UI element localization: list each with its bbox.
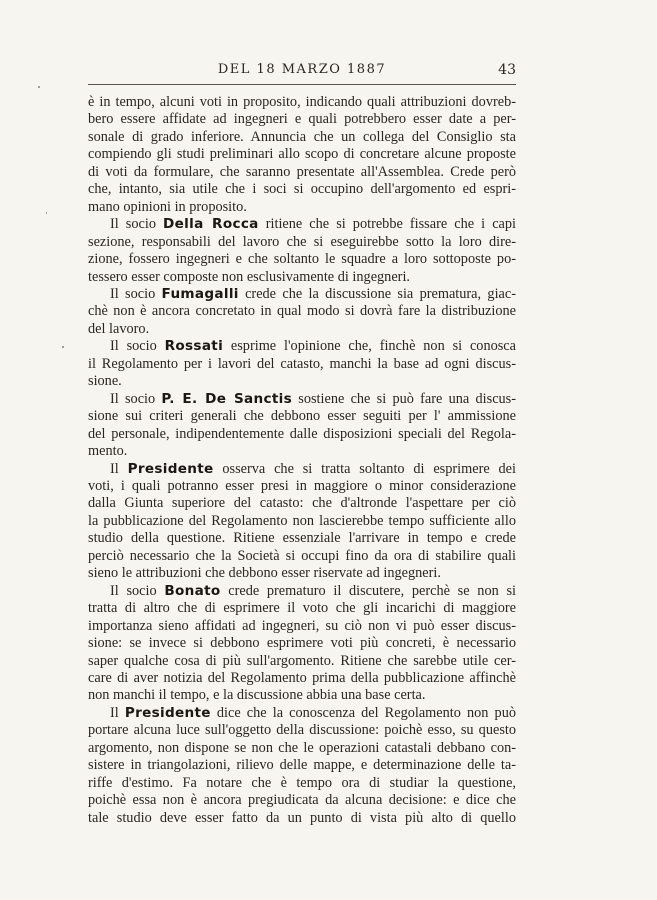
text-line: il Regolamento per i lavori del catasto, manchi la base ad ogni discus- (88, 355, 516, 372)
text-line: sione. (88, 373, 122, 390)
text-line: tratta di altro che di esprimere il voto che gli incarichi di maggiore (88, 600, 516, 617)
text-line: argomento, non dispone se non che le operazioni catastali debbano con- (88, 739, 516, 756)
speaker-name: Bonato (164, 582, 221, 599)
page-number: 43 (498, 62, 516, 78)
text-line: mento. (88, 443, 128, 460)
text-line: voti, i quali potranno esser presi in maggiore o minor considerazione (88, 477, 516, 494)
text-line: portare alcuna luce sull'oggetto della discussione: poichè esso, su questo (88, 722, 516, 739)
text-line: compiendo gli studi preliminari allo scopo di concretare alcune proposte (88, 146, 516, 163)
body-text (88, 94, 516, 827)
text-line (88, 461, 516, 478)
text-line: sezione, responsabili del lavoro che si eseguirebbe sotto la loro dire- (88, 233, 516, 250)
text-line: tale studio deve esser fatto da un punto di vista più alto di quello (88, 809, 516, 826)
running-head: DEL 18 MARZO 1887 (217, 62, 387, 77)
scan-speck (46, 212, 47, 214)
text-segment: Il (110, 460, 128, 477)
text-segment: Il socio (110, 216, 164, 233)
text-segment: Il socio (110, 338, 165, 355)
text-line: dalla Giunta superiore del catasto: che d'altronde l'aspettare per ciò (88, 495, 516, 512)
text-line: sonale di grado inferiore. Annuncia che un collega del Consiglio sta (88, 128, 516, 145)
text-segment: Il socio (110, 390, 162, 407)
text-line: che, intanto, sia utile che i soci si occupino dell'argomento ed espri- (88, 181, 516, 198)
text-line: bero essere affidate ad ingegneri e quali potrebbero esser date a per- (88, 111, 516, 128)
text-line (88, 583, 516, 600)
text-segment: dice che la conoscenza del Regolamento non può (210, 704, 516, 721)
text-line: importanza sieno affidati ad ingegneri, su ciò non vi può esser discus- (88, 617, 516, 634)
text-line (88, 286, 516, 303)
text-line: chè non è ancora concretato in qual modo si dovrà fare la distribuzione (88, 303, 516, 320)
speaker-name: Della Rocca (163, 216, 259, 233)
text-line: di voti da formulare, che saranno presentate all'Assemblea. Crede però (88, 163, 516, 180)
scan-speck (38, 86, 40, 88)
text-line: sione sui criteri generali che debbono esser seguiti per l' ammissione (88, 408, 516, 425)
text-segment: Il socio (110, 285, 162, 302)
text-line: del lavoro. (88, 320, 150, 337)
text-segment: crede prematuro il discutere, perchè se non si (220, 582, 516, 599)
speaker-name: Fumagalli (161, 285, 239, 302)
text-segment: sostiene che si può fare una discus- (292, 390, 517, 407)
text-segment: esprime l'opinione che, finchè non si conosca (223, 338, 516, 355)
text-segment: osserva che si tratta soltanto di esprimere dei (213, 460, 516, 477)
scan-speck (62, 346, 64, 348)
text-line: tessero esser composte non esclusivamente di ingegneri. (88, 268, 410, 285)
speaker-name: Presidente (127, 460, 214, 477)
page-header (88, 62, 516, 82)
text-line: riffe d'estimo. Fa notare che è tempo ora di studiar la questione, (88, 774, 516, 791)
text-segment: Il socio (110, 582, 165, 599)
speaker-name: Presidente (124, 704, 211, 721)
text-segment: ritiene che si potrebbe fissare che i capi (258, 216, 517, 233)
text-line: zione, fossero ingegneri e che soltanto le squadre a loro sottoposte po- (88, 251, 516, 268)
text-line: del personale, indipendentemente dalle disposizioni speciali del Regola- (88, 425, 516, 442)
text-line: la pubblicazione del Regolamento non lascierebbe tempo sufficiente allo (88, 512, 516, 529)
text-line: studio della questione. Ritiene essenziale l'arrivare in tempo e crede (88, 530, 516, 547)
text-line: è in tempo, alcuni voti in proposito, indicando quali attribuzioni dovreb- (88, 94, 516, 110)
speaker-name: P. E. De Sanctis (161, 390, 292, 407)
text-line: perciò necessario che la Società si occupi fino da ora di stabilire quali (88, 547, 516, 564)
text-line: sione: se invece si debbono esprimere voti più concreti, è necessario (88, 635, 516, 652)
text-line (88, 338, 516, 355)
text-line (88, 705, 516, 722)
text-segment: Il (110, 704, 125, 721)
text-line: saper qualche cosa di più sull'argomento. Ritiene che sarebbe utile cer- (88, 652, 516, 669)
text-line: sieno le attribuzioni che debbono esser riservate ad ingegneri. (88, 565, 441, 582)
speaker-name: Rossati (164, 338, 224, 355)
text-line (88, 216, 516, 233)
text-line: care di aver notizia del Regolamento prima della pubblicazione affinchè (88, 669, 516, 686)
text-segment: crede che la discussione sia prematura, giac- (238, 285, 516, 302)
text-line (88, 391, 516, 408)
text-line: mano opinioni in proposito. (88, 198, 247, 215)
text-line: sistere in triangolazioni, rilievo delle mappe, e determinazione delle ta- (88, 757, 516, 774)
text-line: poichè essa non è ancora pregiudicata da alcuna decisione: e dice che (88, 792, 516, 809)
header-rule (88, 84, 516, 85)
text-line: non manchi il tempo, e la discussione abbia una base certa. (88, 687, 426, 704)
